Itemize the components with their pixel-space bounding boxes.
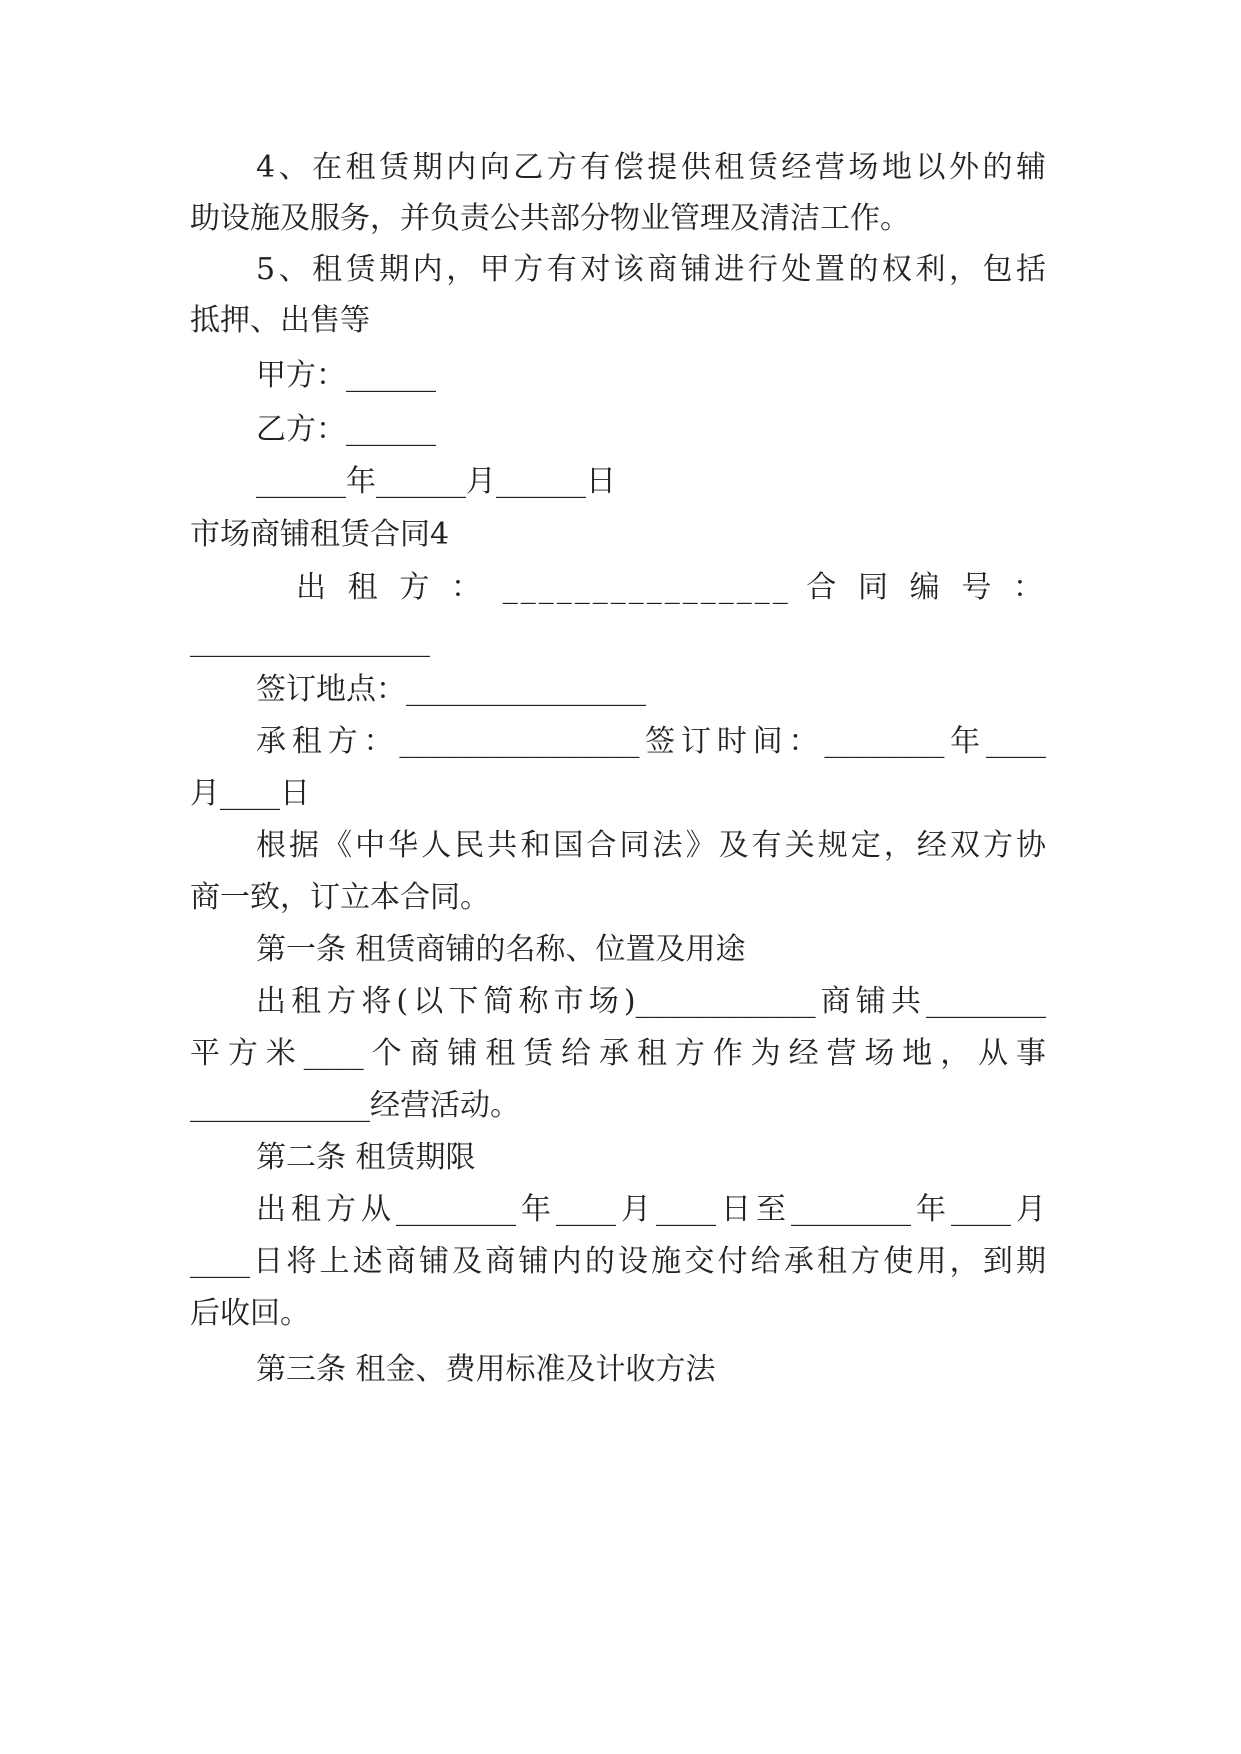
lessee-signing-time-line: 承租方：________________签订时间：________年____ [256,724,1046,759]
lessor-contract-number-line: 出 租 方 ： ________________ 合 同 编 号 ： [296,570,1046,605]
paragraph-line: 根据《中华人民共和国合同法》及有关规定，经双方协 [256,828,1046,863]
signing-place-line: 签订地点：________________ [256,672,646,707]
paragraph-line: 平方米____个商铺租赁给承租方作为经营场地，从事 [190,1036,1046,1071]
article-heading: 第三条 租金、费用标准及计收方法 [256,1352,716,1387]
paragraph-line: ____日将上述商铺及商铺内的设施交付给承租方使用，到期 [190,1244,1046,1279]
paragraph-line: ____________经营活动。 [190,1088,520,1123]
article-heading: 第一条 租赁商铺的名称、位置及用途 [256,932,746,967]
paragraph-line: 5、租赁期内，甲方有对该商铺进行处置的权利，包括 [256,252,1046,287]
paragraph-line: 抵押、出售等 [190,303,370,338]
party-b-signature-line: 乙方：______ [256,412,436,447]
paragraph-line: 月____日 [190,776,310,811]
contract-number-blank: ________________ [190,623,430,658]
party-a-signature-line: 甲方：______ [256,358,436,393]
paragraph-line: 出租方将(以下简称市场)____________商铺共________ [256,984,1046,1019]
paragraph-line: 出租方从________年____月____日至________年____月 [256,1192,1046,1227]
date-line: ______年______月______日 [256,464,616,499]
paragraph-line: 助设施及服务，并负责公共部分物业管理及清洁工作。 [190,201,910,236]
paragraph-line: 后收回。 [190,1296,310,1331]
section-title: 市场商铺租赁合同4 [190,517,450,552]
paragraph-line: 4、在租赁期内向乙方有偿提供租赁经营场地以外的辅 [256,150,1046,185]
paragraph-line: 商一致，订立本合同。 [190,880,490,915]
article-heading: 第二条 租赁期限 [256,1140,476,1175]
